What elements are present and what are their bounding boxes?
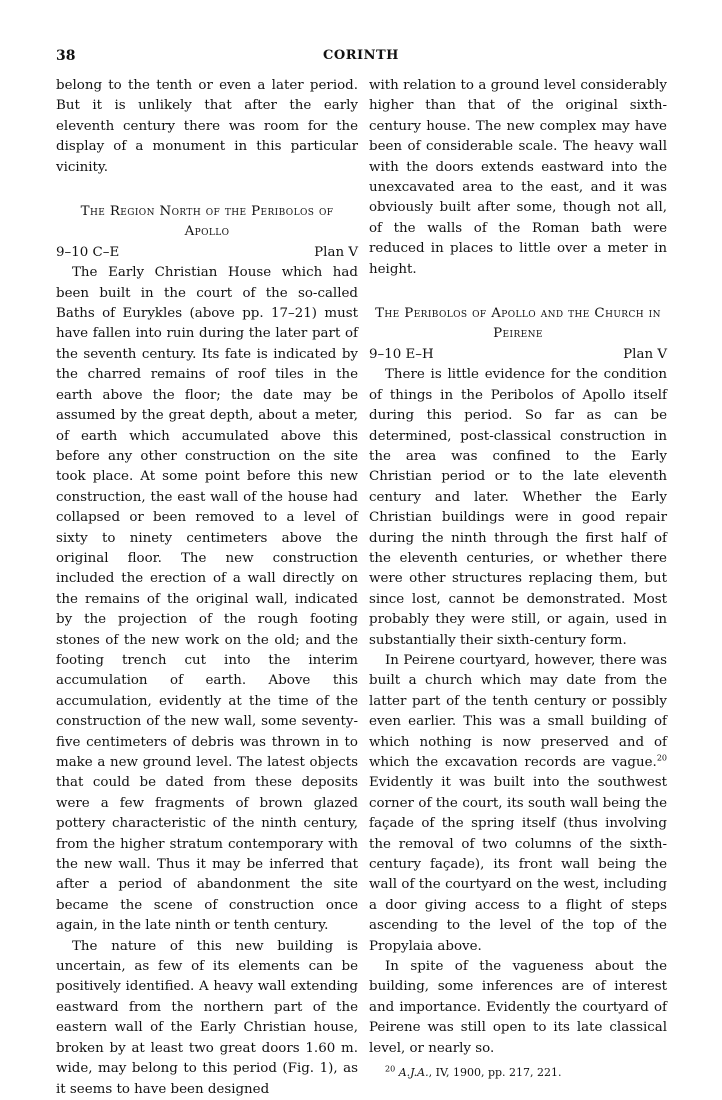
section-plan-ref: Plan V <box>314 244 358 260</box>
footnote-text: , IV, 1900, pp. 217, 221. <box>428 1066 562 1080</box>
section-meta <box>369 345 667 365</box>
left-column <box>56 76 358 1100</box>
paragraph: There is little evidence for the condition of things in the Peribolos of Apollo itself during this period. So far as can be determined, post-classical construction in the area was confined to the Early Christian period or to the late eleventh century and later. Whether the Early Christian buildings were in good repair during the ninth through the first half of the eleventh centuries, or whether there were other structures replacing them, but since lost, cannot be demonstrated. Most probably they were still, or again, used in substantially their sixth-century form. <box>369 367 667 648</box>
paragraph <box>369 651 667 957</box>
section-meta <box>56 243 358 263</box>
paragraph-continued: belong to the tenth or even a later period. But it is unlikely that after the early eleventh century there was room for the display of a monument in this particular vicinity. <box>56 78 358 175</box>
paragraph-continued: with relation to a ground level considerably higher than that of the original sixth-century house. The new complex may have been of considerable scale. The heavy wall with the doors extends eastward into the unexcavated area to the east, and it was obviously built after some, though not all, of the walls of the Roman bath were reduced in places to little over a meter in height. <box>369 78 667 277</box>
paragraph: The nature of this new building is uncertain, as few of its elements can be positively identified. A heavy wall extending eastward from the northern part of the eastern wall of the Early Christian house, broken by at least two great doors 1.60 m. wide, may belong to this period (Fig. 1), as it seems to have been designed <box>56 938 358 1097</box>
page-number: 38 <box>56 48 76 64</box>
section-heading: The Peribolos of Apollo and the Church in Peirene <box>375 306 661 342</box>
paragraph-text: In Peirene courtyard, however, there was built a church which may date from the latter part of the tenth century or possibly even earlier. This was a small building of which nothing is now preserved and of which the excavation records are vague. <box>369 652 667 770</box>
section-plan-ref: Plan V <box>623 346 667 362</box>
section-grid-ref: 9–10 E–H <box>369 346 434 362</box>
paragraph-text: Evidently it was built into the southwest corner of the court, its south wall being the façade of the spring itself (thus involving the removal of two columns of the sixth-century façade), its front wall being the wall of the courtyard on the west, including a door giving access to a flight of steps ascending to the level of the top of the Propylaia above. <box>369 775 667 954</box>
section-heading: The Region North of the Peribolos of Apollo <box>80 204 334 240</box>
running-title: CORINTH <box>323 48 399 63</box>
footnote-source: A.J.A. <box>398 1066 429 1080</box>
footnote-reference: 20 <box>656 753 667 763</box>
paragraph: The Early Christian House which had been built in the court of the so-called Baths of Eurykles (above pp. 17–21) must have fallen into ruin during the later part of the seventh century. Its fate is indicated by the charred remains of roof tiles in the earth above the floor; the date may be assumed by the great depth, about a meter, of earth which accumulated above this before any other construction on the site took place. At some point before this new construction, the east wall of the house had collapsed or been removed to a level of sixty to ninety centimeters above the original floor. The new construction included the erection of a wall directly on the remains of the original wall, indicated by the projection of the rough footing stones of the new work on the old; and the footing trench cut into the interim accumulation of earth. Above this accumulation, evidently at the time of the construction of the new wall, some seventy-five centimeters of debris was thrown in to make a new ground level. The latest objects that could be dated from these deposits were a few fragments of brown glazed pottery characteristic of the ninth century, from the higher stratum contemporary with the new wall. Thus it may be inferred that after a period of abandonment the site became the scene of construction once again, in the late ninth or tenth century. <box>56 265 358 934</box>
footnote-number: 20 <box>385 1064 396 1074</box>
section-grid-ref: 9–10 C–E <box>56 244 120 260</box>
right-column <box>369 76 667 1081</box>
page-header <box>56 48 666 68</box>
footnote <box>369 1065 667 1081</box>
paragraph: In spite of the vagueness about the building, some inferences are of interest and importance. Evidently the courtyard of Peirene was still open to its late classical level, or nearly so. <box>369 959 667 1056</box>
